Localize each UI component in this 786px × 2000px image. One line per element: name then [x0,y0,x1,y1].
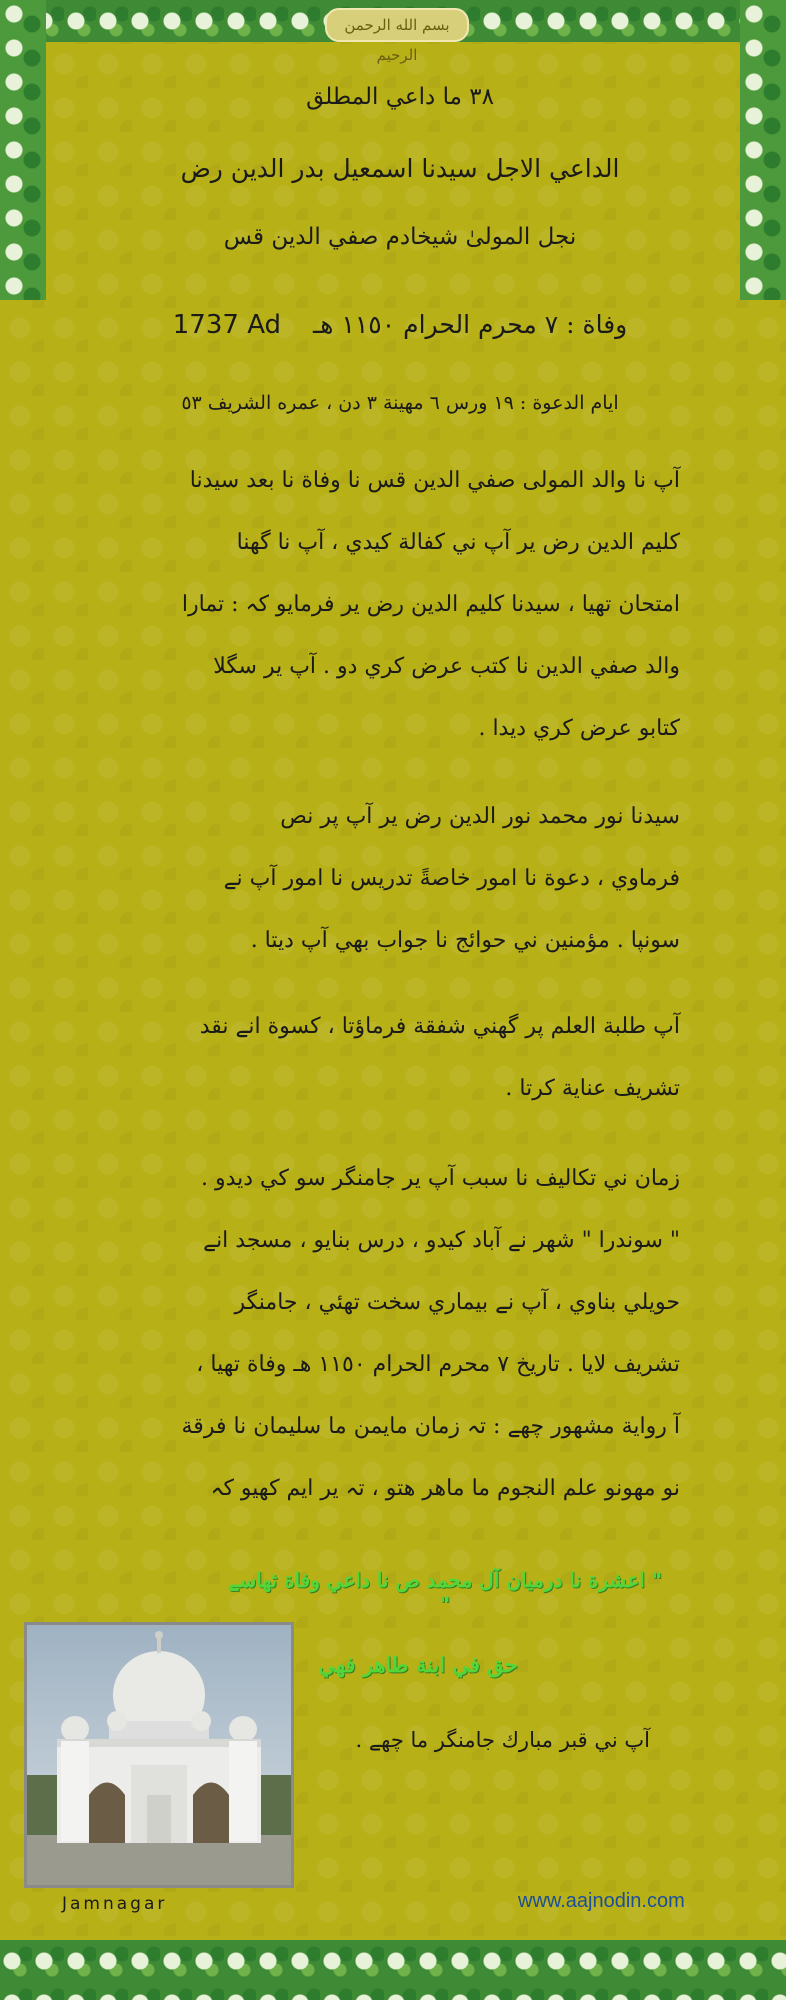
website-link[interactable]: www.aajnodin.com [518,1890,685,1912]
closing-line: آپ ني قبر مبارك جامنگر ما چهے . [355,1728,650,1752]
paragraph-line: كتابو عرض كري ديدا . [478,716,680,741]
photo-caption: Jamnagar [62,1894,168,1914]
floral-border-left [0,0,46,300]
paragraph-line: امتحان تهيا ، سيدنا كليم الدين رض ير فرمايو كہ : تمارا [181,592,680,617]
paragraph-line: حويلي بناوي ، آپ نے بيماري سخت تهئي ، جامنگر [234,1290,680,1315]
paragraph-line: نو مهونو علم النجوم ما ماهر هتو ، تہ ير ايم كهيو كہ [210,1476,680,1501]
paragraph-students [110,996,680,1120]
mausoleum-illustration [27,1625,291,1885]
paragraph-line: سونپا . مؤمنين ني حوائج نا جواب بهي آپ ديتا . [250,928,680,953]
dawat-period-text: ايام الدعوة : ١٩ ورس ٦ مهينة ٣ دن ، عمره الشريف ٥٣ [181,392,619,414]
floral-border-bottom [0,1940,786,2000]
death-date-ad: 1737 Ad [172,310,282,340]
paragraph-line: فرماوي ، دعوة نا امور خاصةً تدريس نا امور آپ نے [223,866,680,891]
highlight-verse: حق في ابنة طاهر فهي [318,1652,518,1677]
dai-name-title: الداعي الاجل سيدنا اسمعيل بدر الدين رض [180,154,620,183]
paragraph-succession [110,450,680,760]
paragraph-line: آ رواية مشهور چهے : تہ زمان مايمن ما سليمان نا فرقة [181,1414,680,1439]
paragraph-line: كليم الدين رض ير آپ ني كفالة كيدي ، آپ نا گهنا [236,530,680,555]
dai-number-title: ٣٨ ما داعي المطلق [306,84,494,110]
mausoleum-photo [24,1622,294,1888]
paragraph-line: زمان ني تكاليف نا سبب آپ ير جامنگر سو كي ديدو . [200,1166,680,1191]
lineage-title: نجل المولیٰ شیخادم صفي الدين قس [223,224,577,250]
paragraph-nass [110,786,680,972]
death-date-title [140,310,660,340]
paragraph-line: آپ نا والد المولى صفي الدين قس نا وفاة نا بعد سيدنا [189,468,680,493]
paragraph-line: آپ طلبة العلم پر گهني شفقة فرماؤتا ، كسوة انے نقد [199,1014,680,1039]
paragraph-line: " سوندرا " شهر نے آباد كيدو ، درس بنايو ، مسجد انے [203,1228,680,1253]
highlight-quote: " اعشرة نا درميان آل محمد ص نا داعي وفاة ثهاسے " [227,1568,663,1616]
floral-border-right [740,0,786,300]
paragraph-line: تشريف لايا . تاريخ ٧ محرم الحرام ١١٥٠ هـ وفاة تهيا ، [196,1352,680,1377]
paragraph-line: والد صفي الدين نا كتب عرض كري دو . آپ ير سگلا [213,654,680,679]
death-date-hijri: وفاة : ٧ محرم الحرام ١١٥٠ هـ [312,310,628,339]
paragraph-line: تشريف عناية كرتا . [505,1076,680,1101]
paragraph-line: سيدنا نور محمد نور الدين رض ير آپ پر نص [280,804,680,829]
bismillah-calligraphy: بسم الله الرحمن الرحيم [325,8,469,42]
paragraph-jamnagar [110,1148,680,1520]
